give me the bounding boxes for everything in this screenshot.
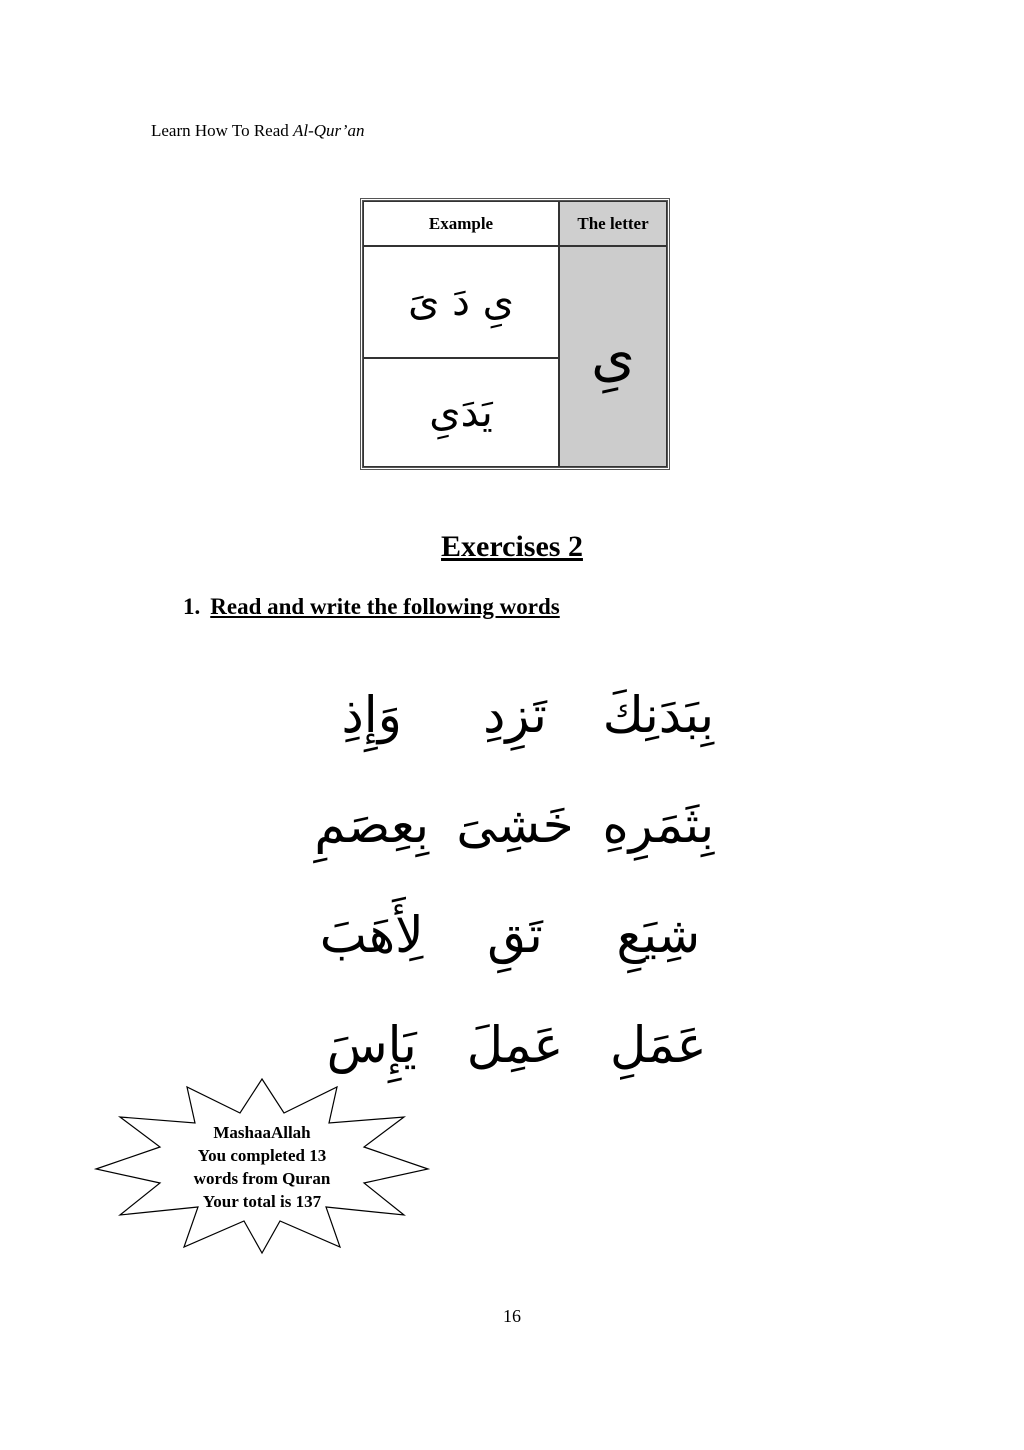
badge-line-2: You completed 13: [197, 1146, 327, 1165]
word-item: عَمِلَ: [466, 1016, 564, 1074]
example-cell-1: [363, 246, 559, 358]
letter-cell: [559, 246, 667, 467]
word-item: وَإِذِ: [341, 686, 402, 744]
letter-text: یِ: [591, 324, 635, 389]
instruction-text: Read and write the following words: [210, 594, 560, 619]
example-1-text: یِ دَ یَ: [408, 279, 514, 325]
page-number: 16: [503, 1306, 521, 1326]
word-item: بِثَمَرِهِ: [602, 796, 715, 854]
badge-line-3: words from Quran: [193, 1169, 331, 1188]
progress-badge: [94, 1075, 430, 1255]
word-item: يَإِسَ: [326, 1016, 417, 1074]
word-item: عَمَلِ: [610, 1016, 707, 1074]
instruction-number: 1.: [183, 594, 201, 619]
badge-text: [94, 1121, 430, 1213]
example-cell-2: [363, 358, 559, 467]
word-item: تَقِ: [487, 906, 543, 964]
letter-table: [360, 198, 670, 470]
exercise-instruction: [183, 594, 560, 620]
badge-line-4: Your total is 137: [202, 1192, 322, 1211]
word-item: تَزِدِ: [483, 686, 547, 744]
example-2-text: يَدَیِ: [429, 389, 493, 436]
word-item: شِيَعِ: [616, 906, 701, 964]
letter-column-header: The letter: [559, 201, 667, 246]
badge-line-1: MashaaAllah: [213, 1123, 311, 1142]
word-item: بِعِصَمِ: [314, 796, 430, 854]
header-prefix: Learn How To Read: [151, 121, 294, 140]
exercise-title: Exercises 2: [441, 530, 583, 563]
page-header: [151, 121, 364, 141]
word-grid: [300, 660, 730, 1100]
header-italic: Al-Qur’an: [293, 121, 365, 140]
example-column-header: Example: [363, 201, 559, 246]
word-item: لِأَهَبَ: [319, 906, 424, 964]
word-item: خَشِىَ: [456, 796, 574, 854]
word-item: بِبَدَنِكَ: [602, 686, 714, 744]
